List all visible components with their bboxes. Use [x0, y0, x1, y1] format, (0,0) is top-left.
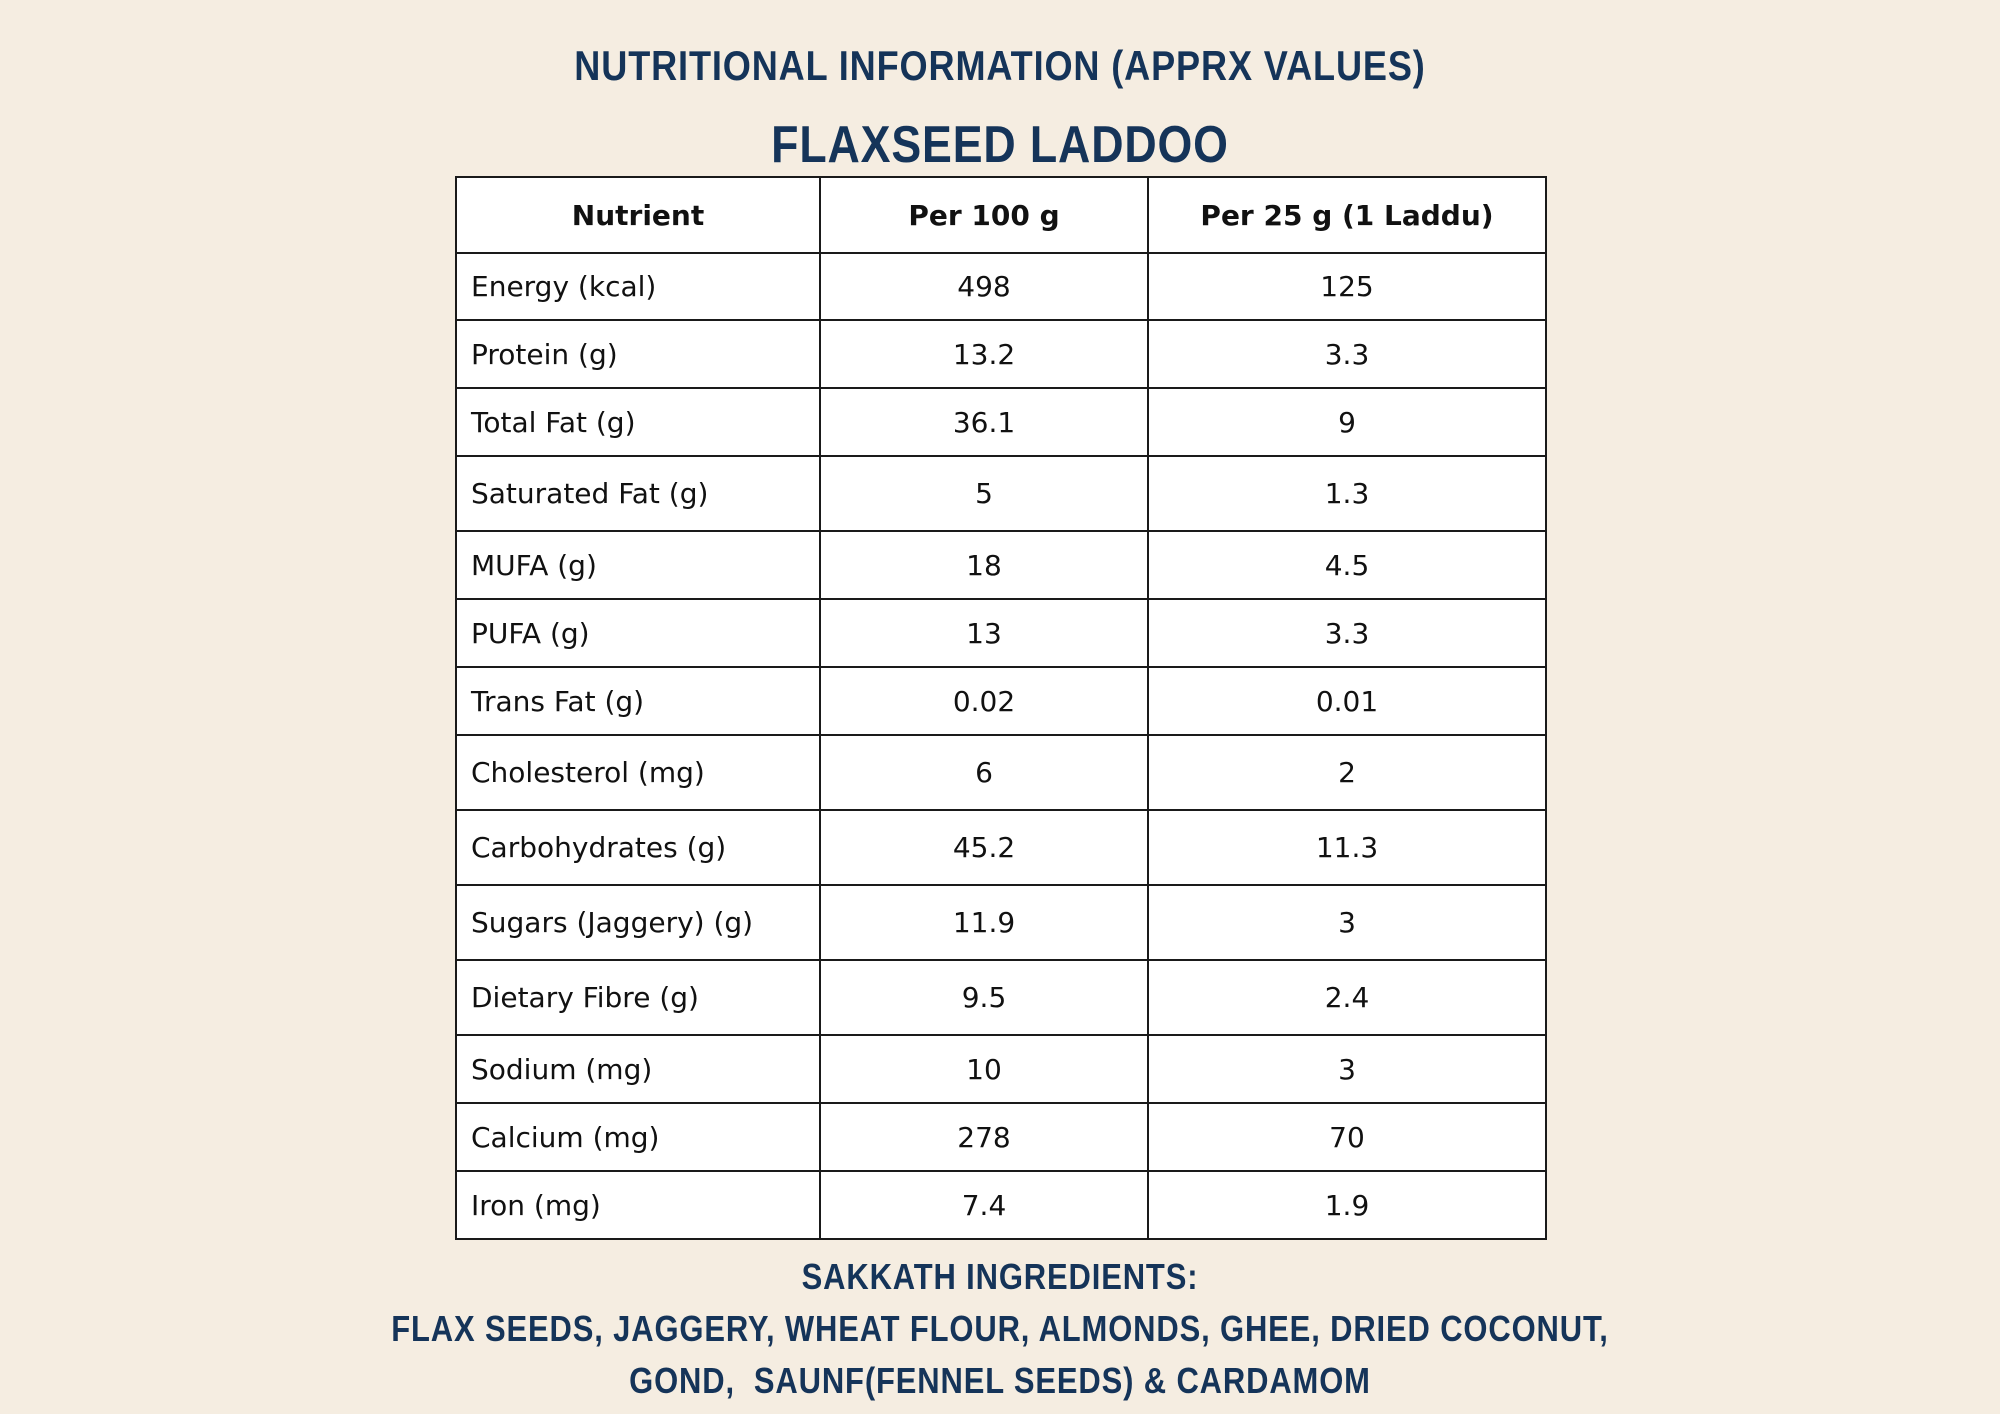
value-per-100g: 7.4 — [820, 1171, 1148, 1239]
value-per-25g: 2 — [1148, 735, 1546, 810]
value-per-100g: 18 — [820, 531, 1148, 599]
value-per-100g: 9.5 — [820, 960, 1148, 1035]
nutrient-name: Sodium (mg) — [456, 1035, 820, 1103]
value-per-25g: 3.3 — [1148, 320, 1546, 388]
nutrient-name: Sugars (Jaggery) (g) — [456, 885, 820, 960]
table-row — [456, 531, 1546, 599]
value-per-100g: 13 — [820, 599, 1148, 667]
product-name: FLAXSEED LADDOO — [771, 116, 1229, 174]
value-per-25g: 3 — [1148, 1035, 1546, 1103]
value-per-100g: 45.2 — [820, 810, 1148, 885]
value-per-100g: 498 — [820, 253, 1148, 320]
table-row — [456, 735, 1546, 810]
table-row — [456, 599, 1546, 667]
value-per-25g: 1.3 — [1148, 456, 1546, 531]
table-row — [456, 885, 1546, 960]
nutrient-name: Trans Fat (g) — [456, 667, 820, 735]
value-per-100g: 10 — [820, 1035, 1148, 1103]
value-per-25g: 0.01 — [1148, 667, 1546, 735]
table-row — [456, 1103, 1546, 1171]
nutrient-name: Carbohydrates (g) — [456, 810, 820, 885]
nutrition-table — [455, 176, 1547, 1240]
value-per-100g: 5 — [820, 456, 1148, 531]
table-row — [456, 320, 1546, 388]
table-row — [456, 960, 1546, 1035]
table-row — [456, 1171, 1546, 1239]
table-row — [456, 667, 1546, 735]
value-per-100g: 278 — [820, 1103, 1148, 1171]
nutrient-name: Total Fat (g) — [456, 388, 820, 456]
value-per-100g: 6 — [820, 735, 1148, 810]
ingredients-line-1: FLAX SEEDS, JAGGERY, WHEAT FLOUR, ALMONDS, GHEE, DRIED COCONUT, — [391, 1308, 1609, 1349]
nutrient-name: Calcium (mg) — [456, 1103, 820, 1171]
nutrient-name: Saturated Fat (g) — [456, 456, 820, 531]
ingredients-title: SAKKATH INGREDIENTS: — [801, 1256, 1199, 1297]
header-nutrient: Nutrient — [456, 177, 820, 253]
value-per-25g: 3 — [1148, 885, 1546, 960]
header-per-100g: Per 100 g — [820, 177, 1148, 253]
table-row — [456, 388, 1546, 456]
ingredients-line-2: GOND, SAUNF(FENNEL SEEDS) & CARDAMOM — [629, 1360, 1371, 1401]
value-per-100g: 11.9 — [820, 885, 1148, 960]
nutrient-name: Iron (mg) — [456, 1171, 820, 1239]
table-header-row — [456, 177, 1546, 253]
nutrient-name: MUFA (g) — [456, 531, 820, 599]
value-per-25g: 1.9 — [1148, 1171, 1546, 1239]
nutrient-name: Energy (kcal) — [456, 253, 820, 320]
table-row — [456, 253, 1546, 320]
value-per-25g: 3.3 — [1148, 599, 1546, 667]
nutrient-name: Protein (g) — [456, 320, 820, 388]
table-row — [456, 456, 1546, 531]
value-per-25g: 2.4 — [1148, 960, 1546, 1035]
value-per-25g: 125 — [1148, 253, 1546, 320]
value-per-25g: 70 — [1148, 1103, 1546, 1171]
table-row — [456, 810, 1546, 885]
nutrient-name: PUFA (g) — [456, 599, 820, 667]
value-per-25g: 11.3 — [1148, 810, 1546, 885]
value-per-100g: 13.2 — [820, 320, 1148, 388]
value-per-100g: 0.02 — [820, 667, 1148, 735]
nutrient-name: Dietary Fibre (g) — [456, 960, 820, 1035]
value-per-100g: 36.1 — [820, 388, 1148, 456]
value-per-25g: 9 — [1148, 388, 1546, 456]
value-per-25g: 4.5 — [1148, 531, 1546, 599]
nutrient-name: Cholesterol (mg) — [456, 735, 820, 810]
page-title: NUTRITIONAL INFORMATION (APPRX VALUES) — [574, 42, 1426, 89]
table-row — [456, 1035, 1546, 1103]
header-per-25g: Per 25 g (1 Laddu) — [1148, 177, 1546, 253]
